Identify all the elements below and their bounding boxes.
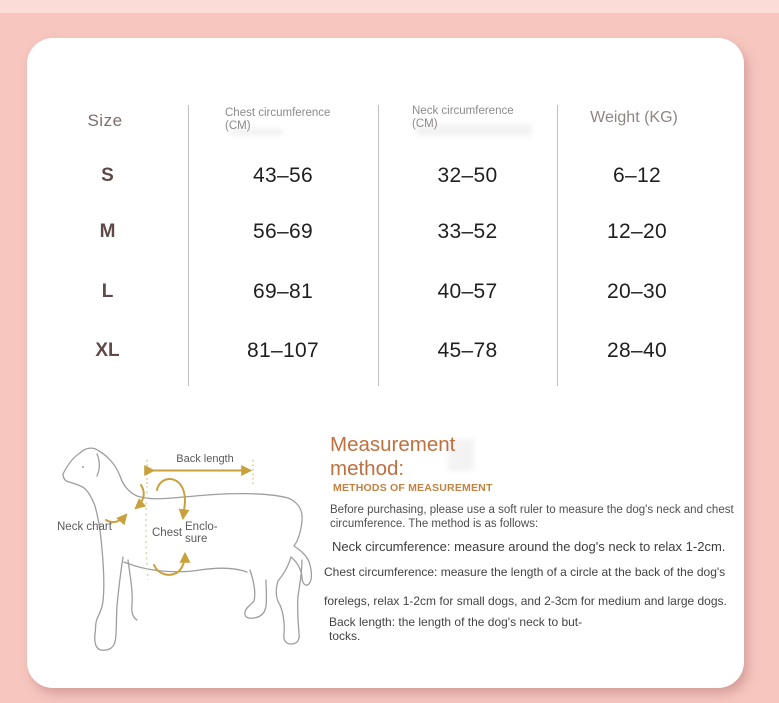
weight-value: 28–40 — [607, 339, 667, 362]
back-length-note-line2: tocks. — [329, 629, 361, 643]
column-header-neck-line1: Neck circumference — [412, 105, 514, 117]
column-header-chest-line2: (CM) — [225, 120, 251, 132]
table-row — [27, 328, 717, 374]
measurement-title-line1: Measurement — [330, 433, 456, 456]
table-row — [27, 153, 717, 199]
back-length-note — [329, 615, 582, 643]
size-label: M — [99, 221, 116, 242]
content-card — [27, 38, 744, 688]
measurement-title — [330, 433, 455, 481]
column-header-neck-line2: (CM) — [412, 118, 438, 130]
column-header-size: Size — [87, 111, 123, 130]
dog-outline — [63, 448, 311, 650]
enclosure-label — [185, 521, 218, 545]
weight-value: 6–12 — [613, 164, 661, 187]
faded-artifact — [417, 124, 532, 136]
chest-circumference-note-line2: forelegs, relax 1-2cm for small dogs, and 2-3cm for medium and large dogs. — [324, 594, 727, 608]
enclosure-label-line1: Enclo- — [185, 521, 218, 533]
dotted-guides — [146, 460, 253, 580]
neck-circumference-note: Neck circumference: measure around the dog's neck to relax 1-2cm. — [332, 539, 726, 554]
measurement-intro-line2: circumference. The method is as follows: — [330, 518, 539, 530]
back-length-label: Back length — [176, 453, 234, 465]
chest-value: 69–81 — [253, 280, 313, 303]
chest-label: Chest — [152, 527, 183, 539]
size-label: L — [101, 281, 114, 302]
table-row — [27, 269, 717, 315]
neck-value: 45–78 — [437, 339, 498, 362]
dog-measurement-diagram — [40, 438, 340, 690]
chest-value: 56–69 — [253, 220, 313, 243]
chest-circumference-note-line1: Chest circumference: measure the length of a circle at the back of the dog's — [324, 565, 726, 579]
neck-value: 33–52 — [437, 220, 498, 243]
measurement-title-line2: method: — [330, 457, 405, 480]
frame-top-light-band — [0, 0, 779, 13]
weight-value: 12–20 — [607, 220, 667, 243]
size-label: S — [101, 165, 114, 186]
measurement-subtitle: METHODS OF MEASUREMENT — [333, 482, 493, 494]
column-header-weight: Weight (KG) — [590, 109, 678, 126]
chest-value: 81–107 — [247, 339, 319, 362]
measurement-intro-line1: Before purchasing, please use a soft ruler to measure the dog's neck and chest — [330, 504, 734, 516]
measure-arrows — [106, 471, 250, 575]
weight-value: 20–30 — [607, 280, 667, 303]
enclosure-label-line2: sure — [185, 533, 208, 545]
neck-value: 32–50 — [437, 164, 498, 187]
chest-value: 43–56 — [253, 164, 313, 187]
faded-artifact — [230, 128, 282, 136]
neck-value: 40–57 — [437, 280, 498, 303]
back-length-note-line1: Back length: the length of the dog's neck to but- — [329, 615, 583, 629]
neck-chart-label: Neck chart — [57, 521, 112, 533]
size-label: XL — [95, 340, 120, 361]
table-row — [27, 209, 717, 255]
measurement-intro — [330, 503, 734, 531]
column-header-chest-line1: Chest circumference — [225, 107, 331, 119]
